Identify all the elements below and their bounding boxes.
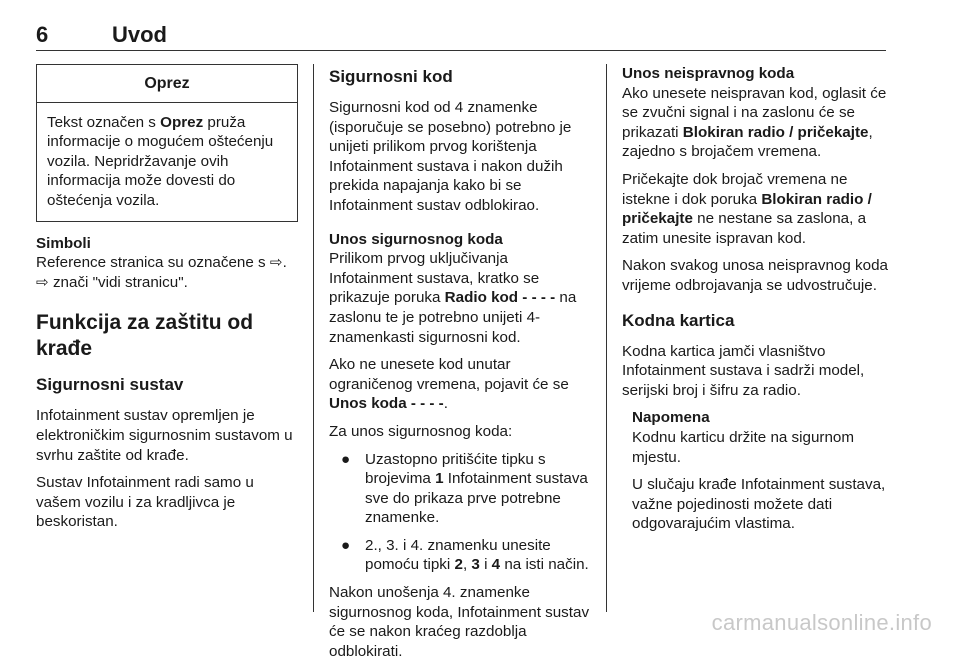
steps-list [329,450,591,576]
page-reference-icon: ⇨ [36,273,49,291]
page-number: 6 [36,22,49,47]
steps-intro: Za unos sigurnosnog koda: [329,422,513,440]
bullet-icon: ● [341,536,351,554]
watermark: carmanualsonline.info [711,610,932,635]
security-code-intro: Sigurnosni kod od 4 znamenke (isporučuje se posebno) potrebno je unijeti prilikom prvog korištenja Infotainment sustava i nakon dužih prekida napajanja kako bi se Infotainment sustav odblokirao. [329,99,572,214]
entry-heading: Unos sigurnosnog koda [329,230,503,248]
security-code-title: Sigurnosni kod [329,67,453,86]
note-heading: Napomena [632,409,710,427]
security-paragraph-1: Infotainment sustav opremljen je elektroničkim sigurnosnim sustavom u svrhu zaštite od krađe. [36,407,293,464]
wait-text: Pričekajte dok brojač vremena ne istekne i dok poruka Blokiran radio / pričekajte ne nestane sa zaslona, a zatim unesite ispravan kod. [622,170,872,247]
warning-title: Oprez [37,65,297,103]
page-title: Uvod [112,22,167,47]
symbols-heading: Simboli [36,234,91,252]
column-3 [622,64,890,542]
warning-text: Tekst označen s Oprez pruža informacije o mogućem oštećenju vozila. Nepridržavanje ovih informacija može dovesti do oštećenja vozila. [47,113,274,209]
header-rule [36,50,886,51]
timeout-text: Ako ne unesete kod unutar ograničenog vremena, pojavit će se Unos koda - - - -. [329,356,569,413]
column-divider-1 [313,64,314,612]
entry-text: Prilikom prvog uključivanja Infotainment sustava, kratko se prikazuje poruka Radio kod - - - - na zaslonu te je potrebno unijeti 4-znamenkasti sigurnosni kod. [329,250,577,346]
after-entry-text: Nakon unošenja 4. znamenke sigurnosnog koda, Infotainment sustav će se nakon kraćeg razdoblja odblokirati. [329,584,590,660]
code-card-title: Kodna kartica [622,310,735,330]
wrong-code-heading: Unos neispravnog koda [622,65,795,82]
subsection-title: Sigurnosni sustav [36,375,184,395]
list-item: ● 2., 3. i 4. znamenku unesite pomoću tipki 2, 3 i 4 na isti način. [341,536,589,574]
column-divider-2 [606,64,607,612]
doubling-text: Nakon svakog unosa neispravnog koda vrijeme odbrojavanja se udvostručuje. [622,257,888,294]
wrong-code-text: Ako unesete neispravan kod, oglasit će se zvučni signal i na zaslonu će se prikazati Blokiran radio / pričekajte, zajedno s brojačem vremena. [622,84,887,161]
symbols-text: Reference stranica su označene s ⇨. ⇨ znači "vidi stranicu". [36,254,287,291]
note-text-1: Kodnu karticu držite na sigurnom mjestu. [632,428,855,466]
list-item: ● Uzastopno pritišćite tipku s brojevima 1 Infotainment sustava sve do prikaza prve potrebne znamenke. [341,450,588,527]
note-text-2: U slučaju krađe Infotainment sustava, važne pojedinosti možete dati odgovarajućim vlastima. [632,476,886,533]
note-block [632,408,890,534]
column-1 [36,64,298,540]
warning-box [36,64,298,222]
column-2 [329,64,591,669]
code-card-text: Kodna kartica jamči vlasništvo Infotainment sustava i sadrži model, serijski broj i šifru za radio. [622,342,865,399]
page-reference-icon: ⇨ [269,254,283,272]
bullet-icon: ● [341,450,351,468]
section-title: Funkcija za zaštitu od krađe [36,311,254,361]
security-paragraph-2: Sustav Infotainment radi samo u vašem vozilu i za kradljivca je beskoristan. [36,474,254,531]
